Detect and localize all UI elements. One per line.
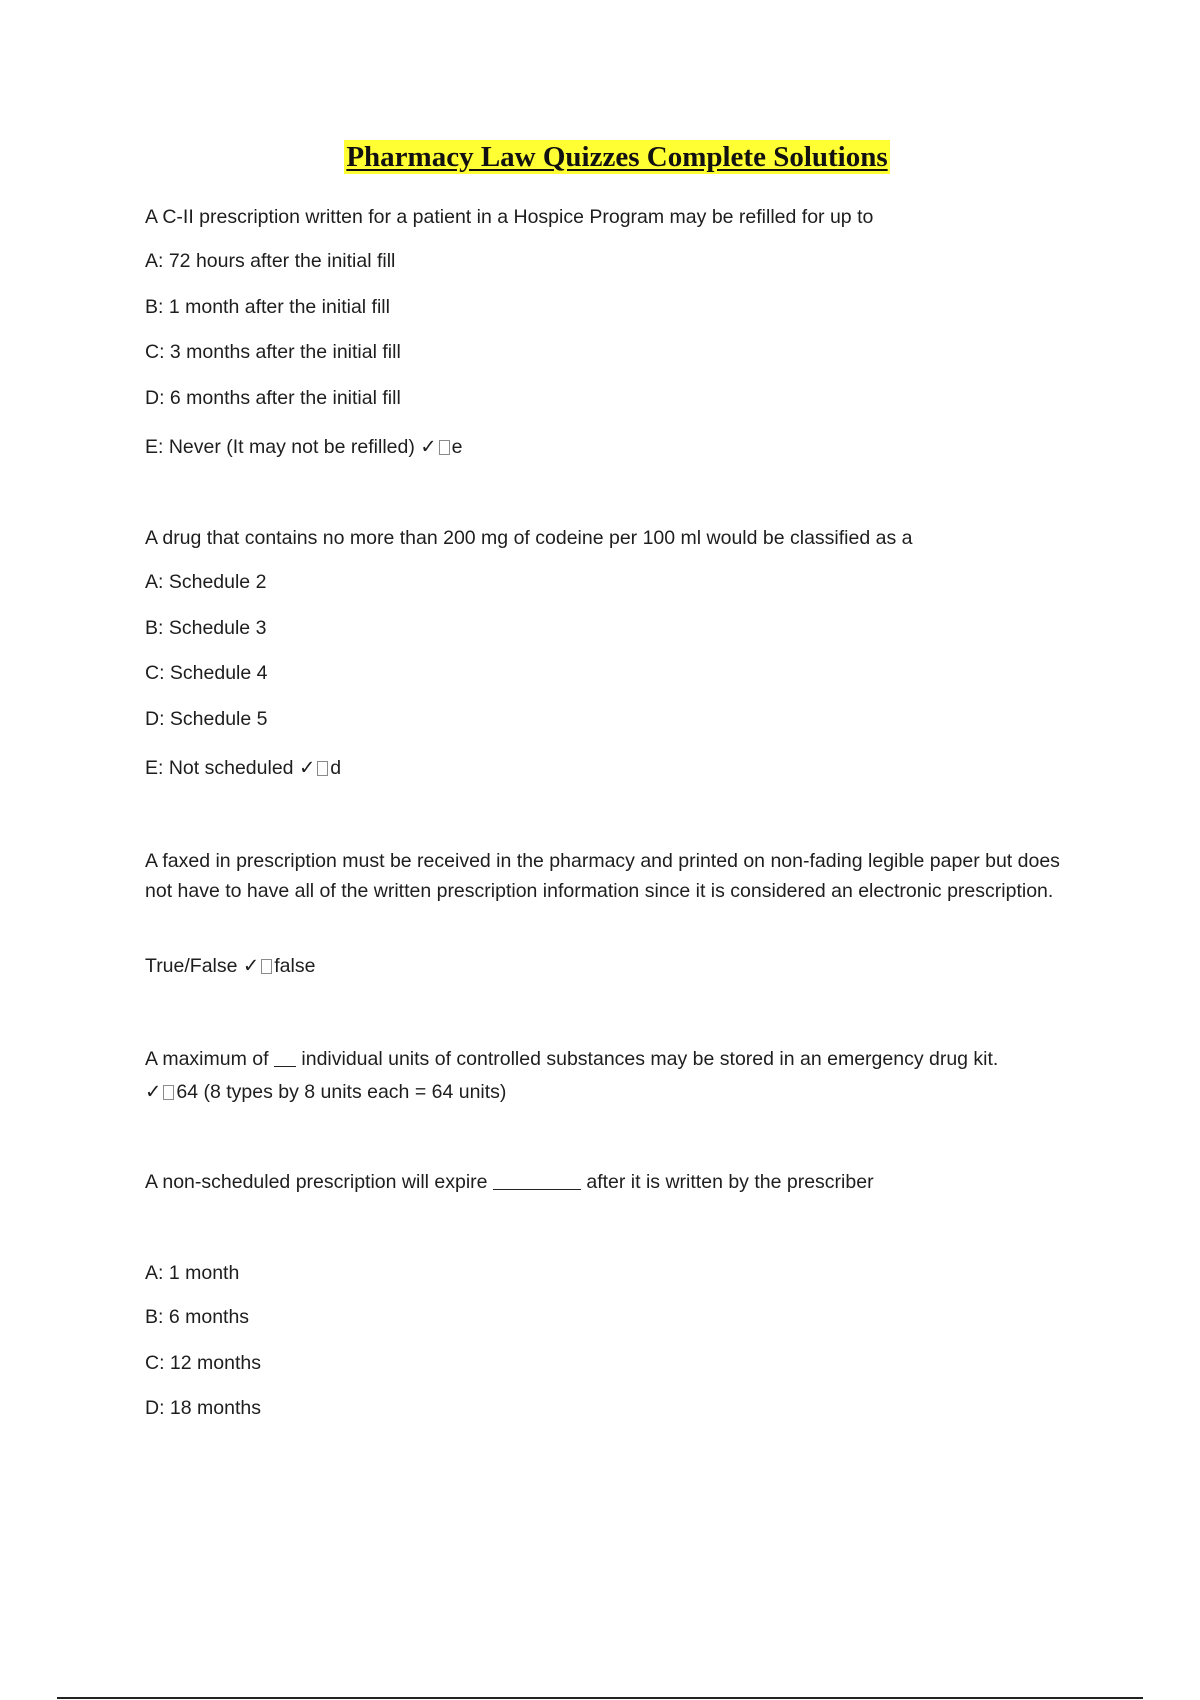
q1-option-e: E: Never (It may not be refilled) xyxy=(145,436,415,458)
q2-option-c: C: Schedule 4 xyxy=(145,662,268,684)
q2-option-e-row xyxy=(145,756,341,780)
q4-question-after: individual units of controlled substances may be stored in an emergency drug kit. xyxy=(301,1048,999,1070)
checkmark-icon: ✓ xyxy=(420,435,437,458)
q1-answer: e xyxy=(451,436,463,458)
fill-in-blank xyxy=(274,1048,296,1067)
q2-option-a: A: Schedule 2 xyxy=(145,571,267,593)
q1-question: A C-II prescription written for a patient in a Hospice Program may be refilled for up to xyxy=(145,206,874,228)
q3-answer-row xyxy=(145,954,315,978)
page-title: Pharmacy Law Quizzes Complete Solutions xyxy=(346,141,888,173)
q1-option-b: B: 1 month after the initial fill xyxy=(145,296,390,318)
q3-prompt: True/False xyxy=(145,955,238,977)
q5-option-a: A: 1 month xyxy=(145,1262,240,1284)
q2-option-d: D: Schedule 5 xyxy=(145,708,268,730)
q1-option-c: C: 3 months after the initial fill xyxy=(145,341,401,363)
q4-question-before: A maximum of xyxy=(145,1048,269,1070)
checkmark-icon: ✓ xyxy=(242,954,260,977)
missing-glyph-icon xyxy=(317,761,328,776)
q1-option-e-row xyxy=(145,435,462,459)
q5-question-row xyxy=(145,1171,874,1194)
missing-glyph-icon xyxy=(261,959,272,974)
fill-in-blank xyxy=(493,1171,581,1190)
checkmark-icon: ✓ xyxy=(298,756,316,779)
q2-question: A drug that contains no more than 200 mg of codeine per 100 ml would be classified as a xyxy=(145,527,913,549)
q4-question-row xyxy=(145,1048,998,1071)
q3-question: A faxed in prescription must be received in the pharmacy and printed on non-fading legible paper but does not have to have all of the written prescription information since it is considered an electronic prescription. xyxy=(145,850,1060,902)
q1-option-d: D: 6 months after the initial fill xyxy=(145,387,401,409)
q2-option-e: E: Not scheduled xyxy=(145,757,294,779)
missing-glyph-icon xyxy=(439,440,450,455)
checkmark-icon: ✓ xyxy=(145,1080,162,1103)
missing-glyph-icon xyxy=(163,1085,174,1100)
q5-question-after: after it is written by the prescriber xyxy=(586,1171,874,1193)
footer-divider xyxy=(57,1697,1143,1699)
q4-answer-row xyxy=(145,1080,506,1104)
q2-answer: d xyxy=(330,757,342,779)
q2-option-b: B: Schedule 3 xyxy=(145,617,267,639)
q5-option-b: B: 6 months xyxy=(145,1306,250,1328)
title-wrap xyxy=(0,140,1200,174)
q4-answer: 64 (8 types by 8 units each = 64 units) xyxy=(176,1081,507,1103)
q5-question-before: A non-scheduled prescription will expire xyxy=(145,1171,488,1193)
q5-option-c: C: 12 months xyxy=(145,1352,261,1374)
q1-option-a: A: 72 hours after the initial fill xyxy=(145,250,396,272)
q3-answer: false xyxy=(274,955,316,977)
q5-option-d: D: 18 months xyxy=(145,1397,261,1419)
